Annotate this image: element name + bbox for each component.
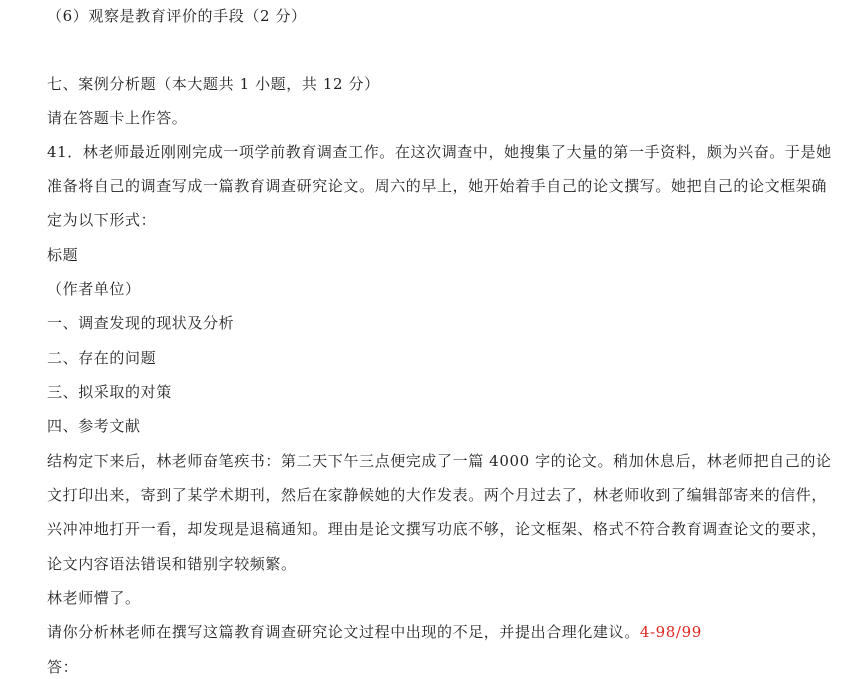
page-reference: 4-98/99	[639, 623, 702, 641]
case-paragraph-1-line-1: 41．林老师最近刚刚完成一项学前教育调查工作。在这次调查中，她搜集了大量的第一手资料，颇为兴奋。于是她	[47, 143, 832, 161]
question-prompt	[47, 622, 702, 642]
question-6-text: （6）观察是教育评价的手段（2 分）	[47, 7, 307, 25]
case-paragraph-2-line-2: 文打印出来，寄到了某学术期刊，然后在家静候她的大作发表。两个月过去了，林老师收到了编辑部寄来的信件，	[47, 486, 828, 504]
case-paragraph-1-line-3: 定为以下形式：	[47, 211, 157, 229]
case-paragraph-2-line-4: 论文内容语法错误和错别字较频繁。	[47, 555, 297, 573]
outline-title: 标题	[47, 246, 79, 264]
outline-item-1: 一、调查发现的现状及分析	[47, 314, 235, 332]
case-paragraph-1-line-2: 准备将自己的调查写成一篇教育调查研究论文。周六的早上，她开始着手自己的论文撰写。她把自己的论文框架确	[47, 177, 828, 195]
answer-instruction: 请在答题卡上作答。	[47, 109, 188, 127]
case-paragraph-2-line-1: 结构定下来后，林老师奋笔疾书：第二天下午三点便完成了一篇 4000 字的论文。稍加休息后，林老师把自己的论	[47, 452, 832, 470]
outline-item-2: 二、存在的问题	[47, 349, 157, 367]
question-text: 请你分析林老师在撰写这篇教育调查研究论文过程中出现的不足，并提出合理化建议。	[47, 623, 640, 641]
case-paragraph-3: 林老师懵了。	[47, 589, 141, 607]
outline-item-3: 三、拟采取的对策	[47, 383, 172, 401]
case-paragraph-2-line-3: 兴冲冲地打开一看，却发现是退稿通知。理由是论文撰写功底不够，论文框架、格式不符合教育调查论文的要求，	[47, 520, 828, 538]
section-heading: 七、案例分析题（本大题共 1 小题，共 12 分）	[47, 75, 380, 93]
outline-author-unit: （作者单位）	[47, 280, 141, 298]
outline-item-4: 四、参考文献	[47, 417, 141, 435]
answer-label: 答：	[47, 658, 79, 676]
